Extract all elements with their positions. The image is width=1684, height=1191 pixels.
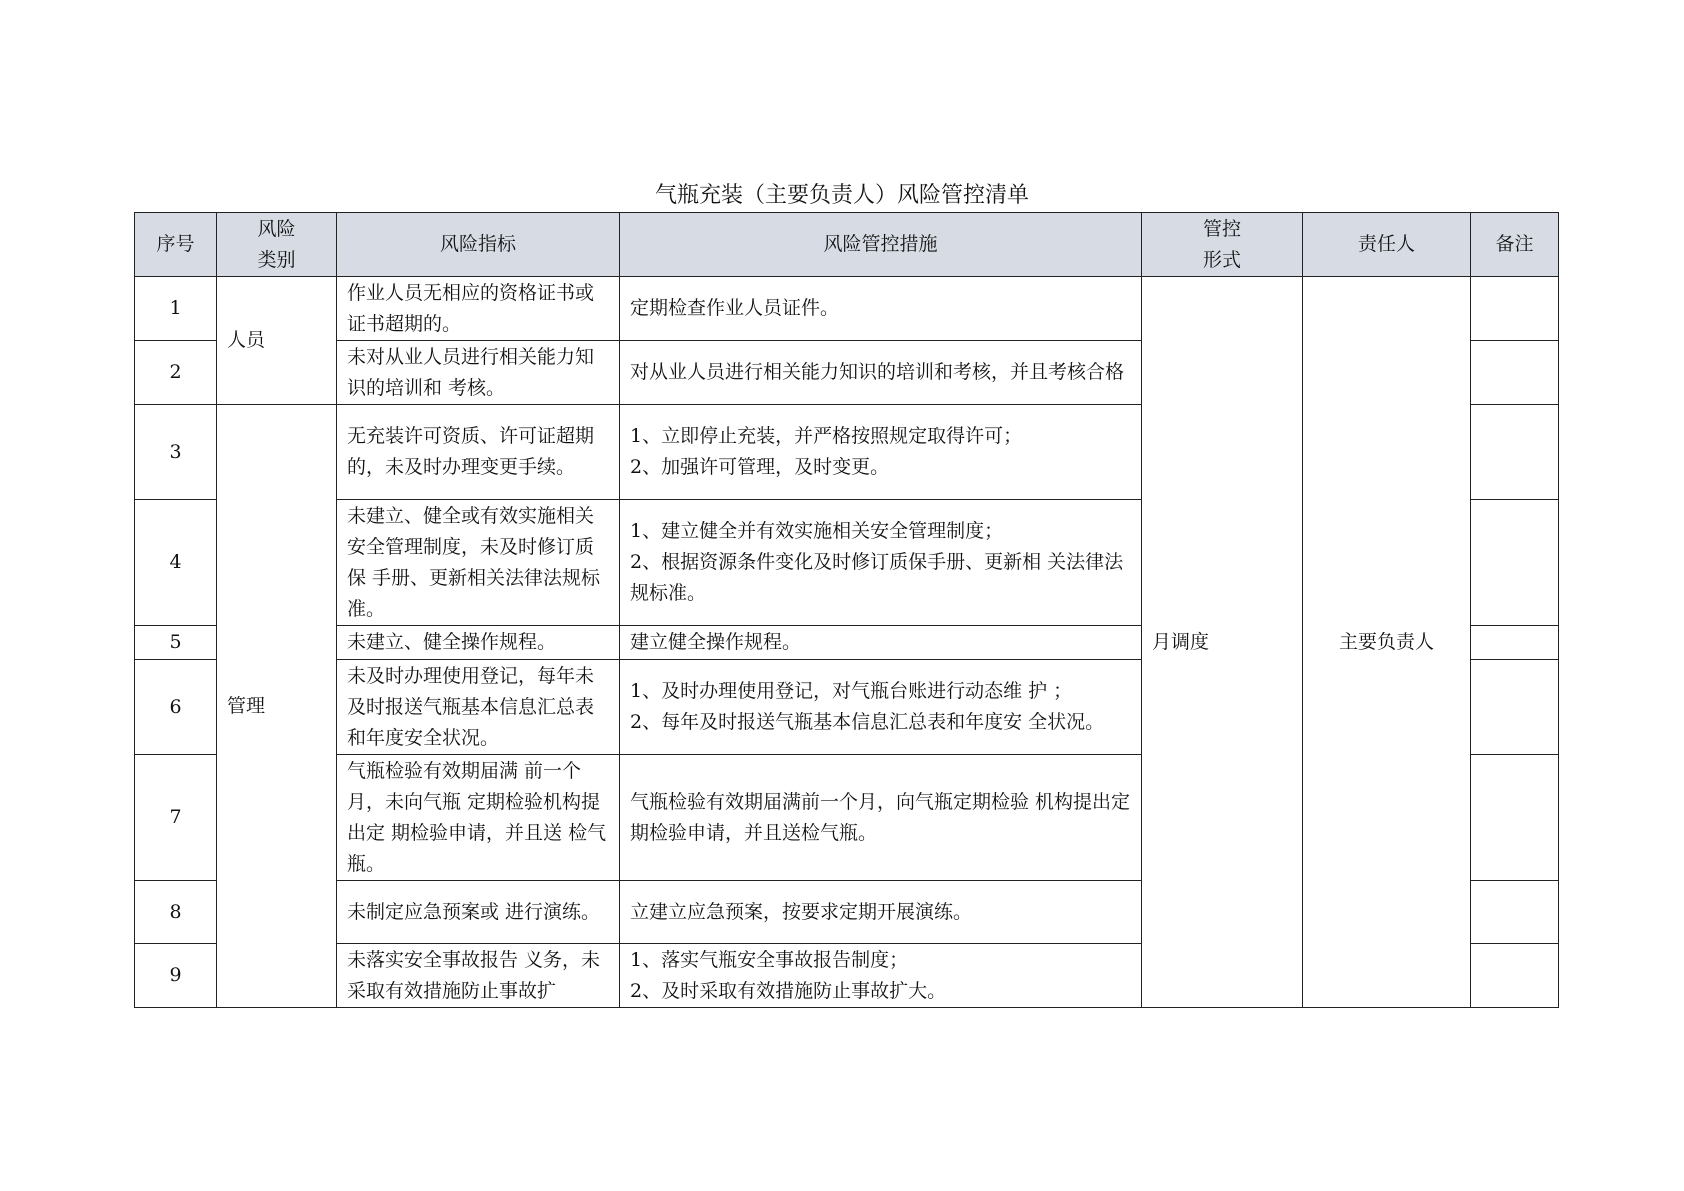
risk-indicator: 作业人员无相应的资格证书或证书超期的。 [337, 277, 620, 341]
risk-indicator: 未落实安全事故报告 义务，未采取有效措施防止事故扩 [337, 944, 620, 1008]
table-row [135, 277, 1559, 341]
risk-indicator: 无充装许可资质、许可证超期的，未及时办理变更手续。 [337, 405, 620, 500]
control-measure: 1、建立健全并有效实施相关安全管理制度； 2、根据资源条件变化及时修订质保手册、更新相 关法律法规标准。 [620, 500, 1142, 626]
remark-cell [1471, 277, 1559, 341]
control-measure: 立建立应急预案，按要求定期开展演练。 [620, 881, 1142, 944]
header-category-line2: 类别 [257, 248, 296, 271]
remark-cell [1471, 881, 1559, 944]
remark-cell [1471, 944, 1559, 1008]
risk-indicator: 未建立、健全操作规程。 [337, 626, 620, 660]
control-measure: 1、落实气瓶安全事故报告制度； 2、及时采取有效措施防止事故扩大。 [620, 944, 1142, 1008]
remark-cell [1471, 341, 1559, 405]
control-form: 月调度 [1142, 277, 1303, 1008]
risk-indicator: 未对从业人员进行相关能力知识的培训和 考核。 [337, 341, 620, 405]
remark-cell [1471, 755, 1559, 881]
row-seq: 7 [135, 755, 217, 881]
remark-cell [1471, 405, 1559, 500]
row-seq: 9 [135, 944, 217, 1008]
remark-cell [1471, 500, 1559, 626]
control-measure: 1、及时办理使用登记，对气瓶台账进行动态维 护 ； 2、每年及时报送气瓶基本信息汇总表和年度安 全状况。 [620, 660, 1142, 755]
header-category [217, 213, 337, 277]
page-title: 气瓶充装（主要负责人）风险管控清单 [654, 183, 1029, 208]
row-seq: 5 [135, 626, 217, 660]
header-indicator: 风险指标 [337, 213, 620, 277]
risk-indicator: 气瓶检验有效期届满 前一个月，未向气瓶 定期检验机构提出定 期检验申请，并且送 检气瓶。 [337, 755, 620, 881]
row-seq: 3 [135, 405, 217, 500]
risk-indicator: 未建立、健全或有效实施相关安全管理制度，未及时修订质保 手册、更新相关法律法规标准。 [337, 500, 620, 626]
control-measure: 1、立即停止充装，并严格按照规定取得许可； 2、加强许可管理，及时变更。 [620, 405, 1142, 500]
row-seq: 1 [135, 277, 217, 341]
header-category-line1: 风险 [257, 217, 296, 240]
header-seq: 序号 [135, 213, 217, 277]
control-measure: 气瓶检验有效期届满前一个月，向气瓶定期检验 机构提出定期检验申请，并且送检气瓶。 [620, 755, 1142, 881]
category-management: 管理 [217, 405, 337, 1008]
control-measure: 建立健全操作规程。 [620, 626, 1142, 660]
row-seq: 2 [135, 341, 217, 405]
category-personnel: 人员 [217, 277, 337, 405]
risk-control-table [134, 212, 1559, 1008]
risk-indicator: 未及时办理使用登记，每年未及时报送气瓶基本信息汇总表和年度安全状况。 [337, 660, 620, 755]
responsible-person: 主要负责人 [1303, 277, 1471, 1008]
control-measure: 对从业人员进行相关能力知识的培训和考核，并且考核合格 [620, 341, 1142, 405]
row-seq: 6 [135, 660, 217, 755]
header-measure: 风险管控措施 [620, 213, 1142, 277]
header-form-line1: 管控 [1202, 217, 1241, 240]
remark-cell [1471, 626, 1559, 660]
header-responsible: 责任人 [1303, 213, 1471, 277]
header-form-line2: 形式 [1202, 248, 1241, 271]
remark-cell [1471, 660, 1559, 755]
header-form [1142, 213, 1303, 277]
row-seq: 4 [135, 500, 217, 626]
table-header-row [135, 213, 1559, 277]
control-measure: 定期检查作业人员证件。 [620, 277, 1142, 341]
row-seq: 8 [135, 881, 217, 944]
risk-indicator: 未制定应急预案或 进行演练。 [337, 881, 620, 944]
header-remark: 备注 [1471, 213, 1559, 277]
